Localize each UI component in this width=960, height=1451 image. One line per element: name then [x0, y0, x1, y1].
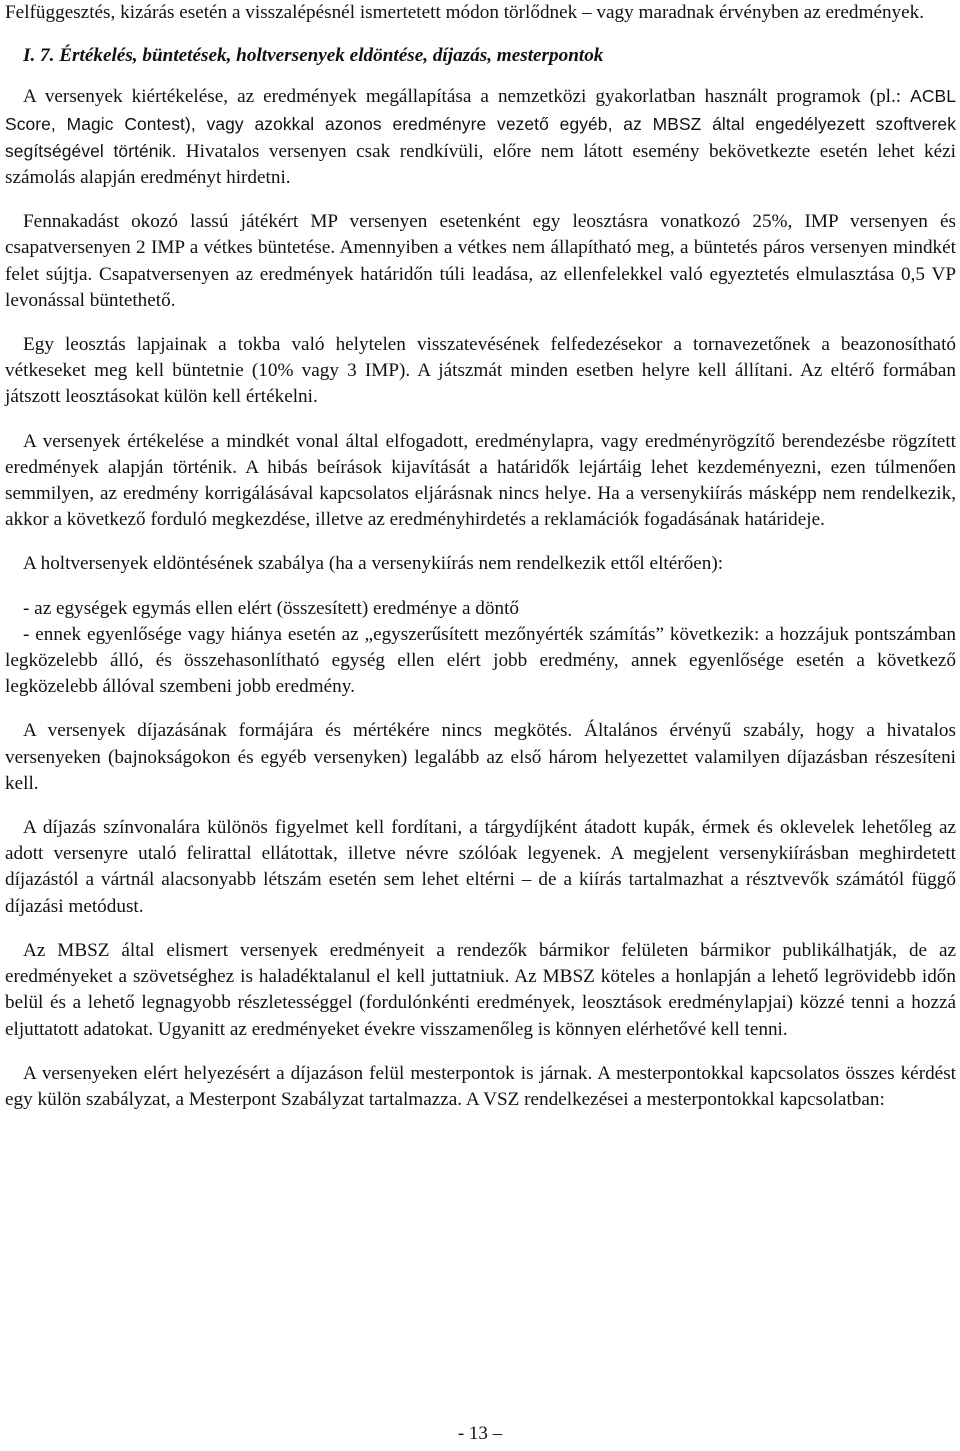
- evaluation-text-part3: Hivatalos versenyen csak rendkívüli, előre nem látott esemény bekövetkezte esetén lehet kézi számolás alapján eredményt hirdetni.: [5, 140, 956, 189]
- page-number: - 13 –: [457, 1423, 503, 1444]
- prize-quality-paragraph: A díjazás színvonalára különös figyelmet kell fordítani, a tárgydíjként átadott kupák, érmek és oklevelek lehetőleg az adott versenyre utaló felirattal ellátottak, illetve névre szólóak legyenek. A megjelent versenykiírásban meghirdetett díjazástól a vártnál alacsonyabb létszám esetén sem lehet eltérni – de a kiírás tartalmazhat a résztvevők számától függő díjazási metódust.: [5, 817, 956, 917]
- tiebreak-rule-1: - az egységek egymás ellen elért (összesített) eredménye a döntő: [23, 597, 519, 619]
- board-error-paragraph: Egy leosztás lapjainak a tokba való helytelen visszatevésének felfedezésekor a tornavezetőnek a beazonosítható vétkeseket meg kell büntetnie (10% vagy 3 IMP). A játszmát minden esetben helyre kell állítani. Az eltérő formában játszott leosztásokat külön kell értékelni.: [5, 334, 956, 408]
- section-heading: I. 7. Értékelés, büntetések, holtversenyek eldöntése, díjazás, mesterpontok: [23, 45, 604, 67]
- document-page: [5, 0, 956, 1113]
- evaluation-text-part1: A versenyek kiértékelése, az eredmények megállapítása a nemzetközi gyakorlatban használt programok (pl.:: [23, 86, 911, 108]
- evaluation-paragraph: [5, 83, 956, 191]
- masterpoints-paragraph: A versenyeken elért helyezésért a díjazáson felül mesterpontok is járnak. A mesterpontokkal kapcsolatos összes kérdést egy külön szabályzat, a Mesterpont Szabályzat tartalmazza. A VSZ rendelkezései a mesterpontokkal kapcsolatban:: [5, 1062, 956, 1110]
- result-evaluation-paragraph: A versenyek értékelése a mindkét vonal által elfogadott, eredménylapra, vagy eredményrögzítő berendezésbe rögzített eredmények alapján történik. A hibás beírások kijavítását a határidők lejártáig lehet kezdeményezni, ezen túlmenően semmilyen, az eredmény korrigálásával kapcsolatos eljárásnak nincs helye. Ha a versenykiírás másképp nem rendelkezik, akkor a következő forduló megkezdése, illetve az eredményhirdetés a reklamációk fogadásának határideje.: [5, 430, 956, 531]
- tiebreak-rule-2: - ennek egyenlősége vagy hiánya esetén az „egyszerűsített mezőnyérték számítás” következik: a hozzájuk pontszámban legközelebb álló, és összehasonlítható egység ellen elért jobb eredmény, annek egyenlősége esetén a következő legközelebb állóval szembeni jobb eredmény.: [5, 623, 956, 698]
- tiebreak-intro-paragraph: A holtversenyek eldöntésének szabálya (ha a versenykiírás nem rendelkezik ettől eltérően):: [23, 553, 724, 575]
- slow-play-paragraph: Fennakadást okozó lassú játékért MP versenyen esetenként egy leosztásra vonatkozó 25%, IMP versenyen és csapatversenyen 2 IMP a vétkes büntetése. Amennyiben a vétkes nem állapítható meg, a büntetés páros versenyen mindkét felet sújtja. Csapatversenyen az eredmények határidőn túli leadása, az ellenfelekkel való egyeztetés elmulasztása 0,5 VP levonással büntethető.: [5, 211, 956, 311]
- evaluation-text-software: ACBL Score, Magic Contest), vagy azokkal azonos eredményre vezető egyéb, az MBSZ által engedélyezett szoftverek segítségével történik.: [5, 86, 956, 161]
- prizes-paragraph: A versenyek díjazásának formájára és mértékére nincs megkötés. Általános érvényű szabály, hogy a hivatalos versenyeken (bajnokságokon és egyéb versenyken) legalább az első három helyezettet valamilyen díjazásban részesíteni kell.: [5, 720, 956, 794]
- publication-paragraph: Az MBSZ által elismert versenyek eredményeit a rendezők bármikor felületen bármikor publikálhatják, de az eredményeket a szövetséghez is haladéktalanul el kell juttatniuk. Az MBSZ köteles a honlapján a lehető legrövidebb időn belül és a lehető legnagyobb részletességgel (fordulónkénti eredmények, leosztások eredménylapjai) közzé tenni a hozzá eljuttatott adatokat. Ugyanitt az eredményeket évekre visszamenőleg is könnyen elérhetővé kell tenni.: [5, 939, 956, 1040]
- intro-paragraph: Felfüggesztés, kizárás esetén a visszalépésnél ismertetett módon törlődnek – vagy maradnak érvényben az eredmények.: [5, 2, 925, 23]
